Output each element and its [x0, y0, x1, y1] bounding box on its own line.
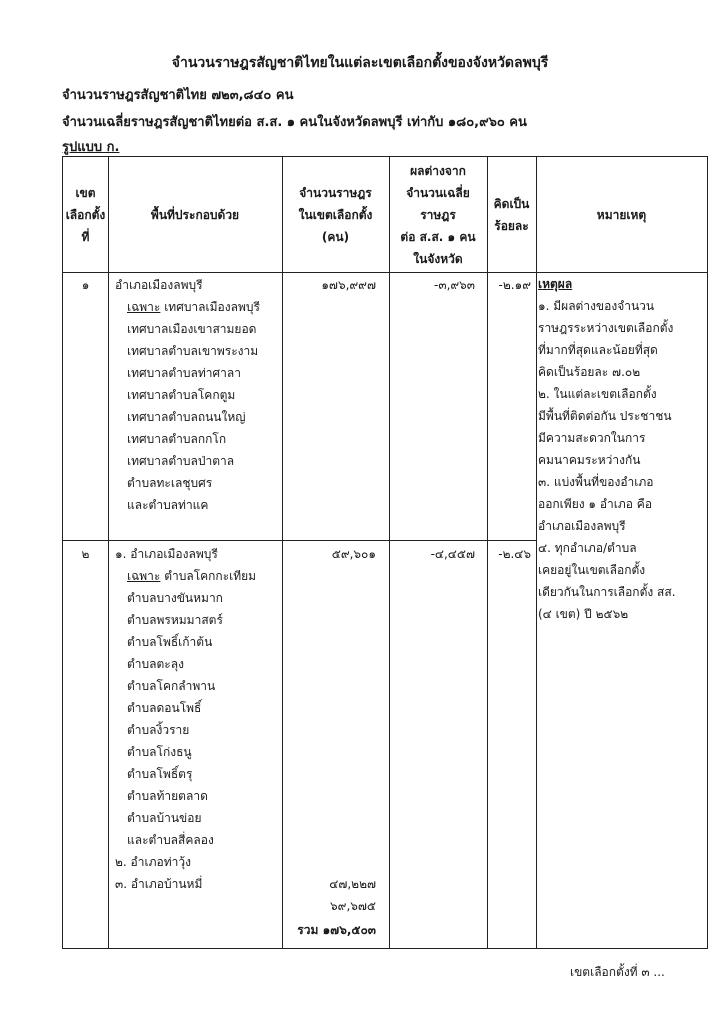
row-1-diff: -๓,๙๖๓: [434, 278, 475, 292]
row-1-percent: -๒.๑๙: [498, 278, 531, 292]
area-line: [115, 296, 281, 318]
remark-line: ๒. ในแต่ละเขตเลือกตั้ง: [538, 387, 657, 401]
area-text: เทศบาลเมืองเขาสามยอด: [127, 322, 257, 336]
row-1-number: ๑: [81, 278, 90, 292]
area-line: [115, 675, 281, 697]
page-title: จำนวนราษฎรสัญชาติไทยในแต่ละเขตเลือกตั้งของจังหวัดลพบุรี: [171, 55, 549, 71]
area-text: เทศบาลตำบลถนนใหญ่: [127, 410, 246, 424]
area-text: เทศบาลตำบลท่าศาลา: [127, 366, 241, 380]
remark-line: คมนาคมระหว่างกัน: [538, 453, 641, 467]
column-divider: [536, 157, 537, 948]
remark-line: เคยอยู่ในเขตเลือกตั้ง: [538, 563, 646, 577]
area-line: [115, 763, 281, 785]
area-text: ตำบลโก่งธนู: [127, 745, 192, 759]
area-prefix: เฉพาะ: [127, 300, 161, 314]
area-line: [115, 543, 281, 565]
area-line: [115, 609, 281, 631]
row-2-population-banmi: ๖๙,๖๗๕: [330, 899, 376, 913]
area-text: ตำบลดอนโพธิ์: [127, 701, 202, 715]
area-text: ตำบลทะเลชุบศร: [127, 476, 213, 490]
area-text: และตำบลท่าแค: [127, 498, 209, 512]
area-text: ตำบลบ้านข่อย: [127, 811, 202, 825]
row-2-total: รวม ๑๗๖,๕๐๓: [297, 923, 376, 937]
area-text: ตำบลท้ายตลาด: [127, 789, 208, 803]
area-line: [115, 340, 281, 362]
header-population: จำนวนราษฎร ในเขตเลือกตั้ง (คน): [298, 185, 373, 244]
area-line: [115, 494, 281, 516]
header-area: พื้นที่ประกอบด้วย: [150, 207, 240, 222]
area-text: ตำบลโพธิ์เก้าต้น: [127, 635, 213, 649]
area-line: [115, 384, 281, 406]
area-line: [115, 406, 281, 428]
remark-line: ๓. แบ่งพื้นที่ของอำเภอ: [538, 475, 654, 489]
row-2-area: [115, 543, 281, 895]
area-line: [115, 741, 281, 763]
area-line: [115, 719, 281, 741]
area-text: ตำบลโคกกะเทียม: [160, 569, 257, 583]
area-text: ตำบลตะลุง: [127, 657, 184, 671]
area-text: เทศบาลตำบลกกโก: [127, 432, 227, 446]
remark-line: คิดเป็นร้อยละ ๗.๐๒: [538, 365, 641, 379]
area-text: เทศบาลเมืองลพบุรี: [160, 300, 260, 314]
header-percent: คิดเป็น ร้อยละ: [493, 196, 530, 233]
area-line: [115, 450, 281, 472]
area-line: [115, 697, 281, 719]
row-2-number: ๒: [81, 547, 90, 561]
column-divider: [108, 157, 109, 948]
remark-line: มีพื้นที่ติดต่อกัน ประชาชน: [538, 409, 672, 423]
area-prefix: เฉพาะ: [127, 569, 161, 583]
area-text: ๒. อำเภอท่าวุ้ง: [115, 855, 191, 869]
area-text: ๑. อำเภอเมืองลพบุรี: [115, 547, 218, 561]
remark-line: อำเภอเมืองลพบุรี: [538, 519, 626, 533]
row-2-diff: -๔,๔๕๗: [430, 547, 475, 561]
area-line: [115, 807, 281, 829]
area-line: [115, 362, 281, 384]
row-2-population-thawung: ๔๗,๒๒๗: [329, 877, 376, 891]
remark-line: (๔ เขต) ปี ๒๕๖๒: [538, 607, 629, 621]
remark-line: เหตุผล: [538, 277, 573, 291]
area-text: และตำบลสี่คลอง: [127, 833, 214, 847]
area-text: เทศบาลตำบลป่าตาล: [127, 454, 235, 468]
remarks-list: [538, 273, 706, 625]
remark-line: ๑. มีผลต่างของจำนวน: [538, 299, 655, 313]
remark-line: มีความสะดวกในการ: [538, 431, 646, 445]
area-line: [115, 565, 281, 587]
area-line: [115, 587, 281, 609]
row-2-percent: -๒.๔๖: [498, 547, 531, 561]
remark-line: ออกเพียง ๑ อำเภอ คือ: [538, 497, 653, 511]
area-line: [115, 631, 281, 653]
area-text: ตำบลโคกลำพาน: [127, 679, 216, 693]
population-line: จำนวนราษฎรสัญชาติไทย ๗๒๓,๘๔๐ คน: [62, 88, 294, 103]
remark-line: ที่มากที่สุดและน้อยที่สุด: [538, 343, 658, 357]
remark-line: ราษฎรระหว่างเขตเลือกตั้ง: [538, 321, 674, 335]
average-line: จำนวนเฉลี่ยราษฎรสัญชาติไทยต่อ ส.ส. ๑ คนในจังหวัดลพบุรี เท่ากับ ๑๘๐,๙๖๐ คน: [62, 115, 527, 130]
header-district: เขต เลือกตั้ง ที่: [65, 185, 106, 244]
area-text: เทศบาลตำบลโคกตูม: [127, 388, 236, 402]
area-line: [115, 274, 281, 296]
format-label: รูปแบบ ก.: [62, 140, 120, 155]
header-remark: หมายเหตุ: [596, 207, 647, 222]
area-line: [115, 873, 281, 895]
area-line: [115, 428, 281, 450]
area-text: ตำบลงิ้วราย: [127, 723, 190, 737]
row-divider: [63, 540, 536, 541]
area-text: ๓. อำเภอบ้านหมี่: [115, 877, 203, 891]
area-text: ตำบลบางขันหมาก: [127, 591, 223, 605]
row-1-population: ๑๗๖,๙๙๗: [321, 278, 376, 292]
area-line: [115, 785, 281, 807]
remark-line: เดียวกันในการเลือกตั้ง สส.: [538, 585, 676, 599]
area-line: [115, 472, 281, 494]
area-line: [115, 318, 281, 340]
remark-line: ๔. ทุกอำเภอ/ตำบล: [538, 541, 637, 555]
area-text: เทศบาลตำบลเขาพระงาม: [127, 344, 259, 358]
row-1-area: [115, 274, 281, 516]
area-text: ตำบลพรหมมาสตร์: [127, 613, 223, 627]
area-text: ตำบลโพธิ์ตรุ: [127, 767, 193, 781]
row-2-population: ๕๙,๖๐๑: [331, 547, 376, 561]
area-line: [115, 851, 281, 873]
page-continuation: เขตเลือกตั้งที่ ๓ ...: [570, 965, 665, 979]
header-diff: ผลต่างจาก จำนวนเฉลี่ย ราษฎร ต่อ ส.ส. ๑ คน ในจังหวัด: [400, 163, 476, 266]
area-line: [115, 829, 281, 851]
area-text: อำเภอเมืองลพบุรี: [115, 278, 203, 292]
area-line: [115, 653, 281, 675]
